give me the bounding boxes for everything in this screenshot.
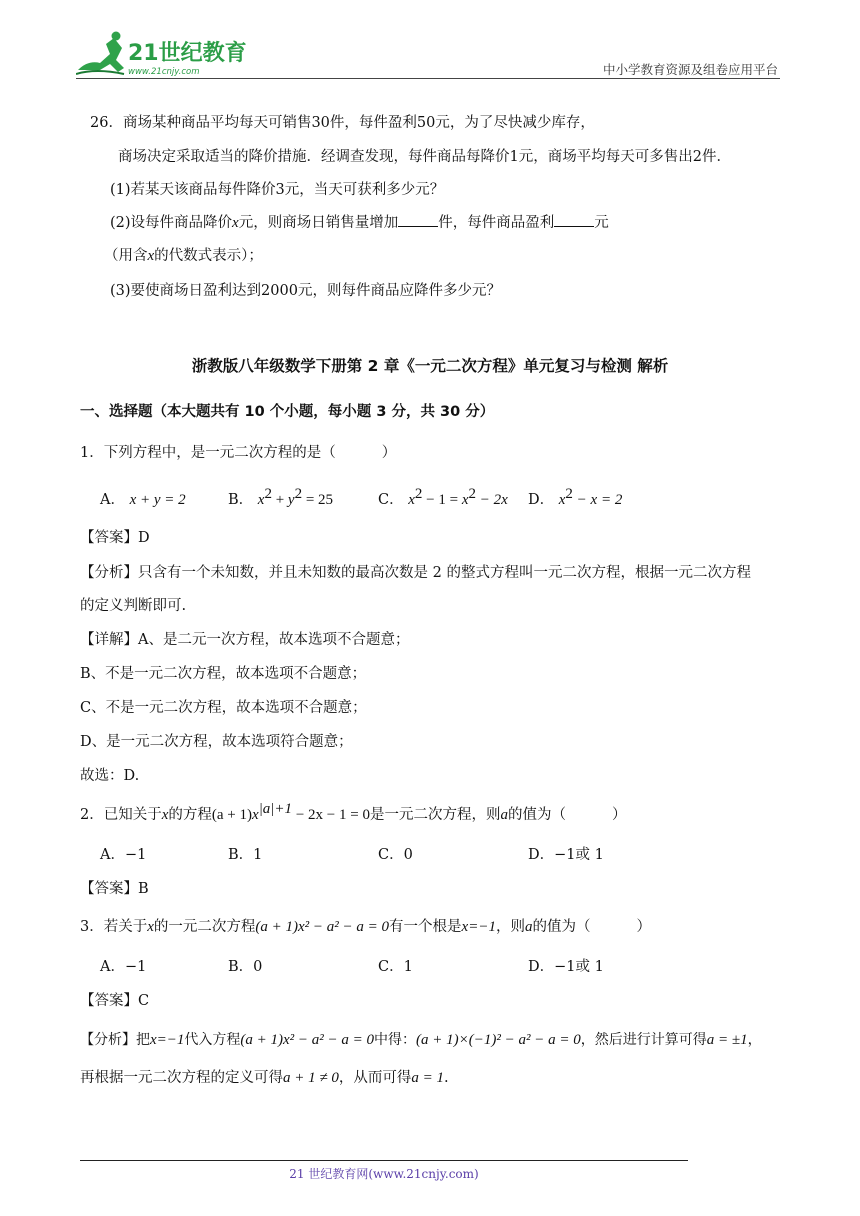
q1-option-a-eq: x + y = 2 [129,492,186,508]
q26-part2 [110,213,609,233]
q1-option-c-label: C． [378,492,404,508]
q3-analysis-eq2: (a + 1)×(−1)² − a² − a = 0 [416,1032,581,1048]
q2-option-b: B．1 [228,847,263,863]
q2-stem-c: 是一元二次方程，则 [369,807,501,823]
q3-stem-e: 的值为（ [532,919,591,935]
q1-b-end: = 25 [302,492,334,508]
q26-blank-2 [554,214,594,227]
q1-c-x1: x [408,492,415,508]
q3-root: x=−1 [461,919,496,935]
q3-line2-eq1: a + 1 ≠ 0 [283,1070,339,1086]
footer-divider [80,1160,688,1161]
q1-option-d [528,486,623,510]
q3-stem-d: ，则 [495,919,525,935]
q3-var-a: a [524,919,533,935]
q2-answer: 【答案】B [80,881,149,897]
q1-c-mid: − 1 = [422,492,462,508]
q2-eq-x: x [252,807,259,823]
q3-line2-a: 再根据一元二次方程的定义可得 [80,1070,283,1086]
q2-eq-exp: |a|+1 [258,801,293,817]
q1-option-c [378,486,508,510]
q3-stem-b: 的一元二次方程 [153,919,256,935]
q2-var-a: a [500,807,508,823]
q3-eq: (a + 1)x² − a² − a = 0 [255,919,390,935]
q1-d-x: x [558,492,566,508]
q26-part2-var: x [232,215,239,231]
q3-answer: 【答案】C [80,993,150,1009]
q3-option-c: C．1 [378,959,413,975]
q1-b-sq2: 2 [294,486,303,502]
logo-url: www.21cnjy.com [128,67,200,77]
q1-stem-a: 1．下列方程中，是一元二次方程的是（ [80,445,336,461]
q26-part1: (1)若某天该商品每件降价3元，当天可获利多少元？ [110,182,445,198]
q3-stem-c: 有一个根是 [389,919,462,935]
header-divider [76,78,780,79]
footer-link[interactable]: 21 世纪教育网(www.21cnjy.com) [289,1167,479,1181]
q3-line2-eq2: a = 1 [411,1070,444,1086]
q1-analysis-1: 【分析】只含有一个未知数，并且未知数的最高次数是 2 的整式方程叫一元二次方程，根据一元二次方程 [80,565,751,581]
q2-stem-e: ） [611,807,627,823]
q26-note-a: （用含 [104,248,148,264]
q3-analysis-root: x=−1 [150,1032,185,1048]
page-title: 浙教版八年级数学下册第 2 章《一元二次方程》单元复习与检测 解析 [191,357,669,375]
q3-analysis-2 [80,1068,449,1088]
q3-analysis-1 [80,1030,762,1050]
q1-b-sq1: 2 [264,486,272,502]
q1-stem [80,443,396,463]
runner-icon [76,32,124,75]
q1-analysis-2: 的定义判断即可. [80,598,187,614]
q1-detail-5: 故选：D. [80,768,140,784]
q1-c-end: − 2x [475,492,508,508]
q3-option-b: B．0 [228,959,263,975]
q26-note-b: 的代数式表示）； [154,248,263,264]
q2-option-c: C．0 [378,847,413,863]
q2-stem-a: 2．已知关于 [80,807,162,823]
q3-option-a: A．−1 [100,959,147,975]
site-logo [76,30,256,80]
q3-var-x: x [147,919,154,935]
q3-analysis-c: 中得： [374,1032,417,1048]
q3-analysis-e: ， [747,1032,762,1048]
q1-detail-1: 【详解】A、是二元一次方程，故本选项不合题意； [80,632,410,648]
q3-stem [80,917,651,937]
q3-option-d: D．−1或 1 [528,959,604,975]
q1-b-y: y [287,492,295,508]
q1-option-b [228,486,334,510]
q1-d-sq: 2 [565,486,573,502]
q26-part3: (3)要使商场日盈利达到2000元，则每件商品应降件多少元？ [110,283,501,299]
q1-detail-3: C、不是一元二次方程，故本选项不合题意； [80,700,367,716]
q3-analysis-b: 代入方程 [184,1032,241,1048]
q1-answer: 【答案】D [80,530,150,546]
q26-blank-1 [398,214,438,227]
q26-line1: 26．商场某种商品平均每天可销售30件，每件盈利50元，为了尽快减少库存， [90,115,595,131]
q26-part2-text-b: 元，则商场日销售量增加 [238,215,399,231]
q2-eq-a: (a + 1) [211,807,253,823]
q26-part2-text-a: (2)设每件商品降价 [110,215,233,231]
q3-stem-f: ） [636,919,651,935]
q3-analysis-d: ，然后进行计算可得 [580,1032,707,1048]
q1-option-a [100,490,186,510]
q1-detail-2: B、不是一元二次方程，故本选项不合题意； [80,666,367,682]
q1-c-x2: x [461,492,469,508]
q1-stem-b: ） [381,445,397,461]
platform-name: 中小学教育资源及组卷应用平台 [602,62,778,77]
q1-option-d-label: D． [528,492,555,508]
q1-d-end: − x = 2 [572,492,623,508]
section-heading: 一、选择题（本大题共有 10 个小题，每小题 3 分，共 30 分） [80,404,495,420]
q1-option-a-label: A． [100,492,125,508]
q26-line2: 商场决定采取适当的降价措施．经调查发现，每件商品每降价1元，商场平均每天可多售出2件． [118,149,731,165]
q2-eq-b: − 2x − 1 = 0 [292,807,370,823]
q26-part2-text-c: 件，每件商品盈利 [438,215,555,231]
q1-option-b-label: B． [228,492,254,508]
q2-option-a: A．−1 [100,847,147,863]
q2-stem-b: 的方程 [168,807,212,823]
q3-line2-b: ，从而可得 [338,1070,412,1086]
q1-c-sq2: 2 [468,486,476,502]
q2-var-x: x [161,807,169,823]
q3-analysis-eq3: a = ±1 [706,1032,748,1048]
q26-part2-text-d: 元 [594,215,609,231]
q26-part2-note [104,246,263,266]
q3-line2-c: . [443,1070,449,1086]
q1-c-sq1: 2 [414,486,423,502]
q3-analysis-a: 【分析】把 [80,1032,150,1048]
q1-b-x: x [257,492,265,508]
q1-b-mid: + [271,492,288,508]
q2-option-d: D．−1或 1 [528,847,604,863]
q1-detail-4: D、是一元二次方程，故本选项符合题意； [80,734,353,750]
q3-analysis-eq1: (a + 1)x² − a² − a = 0 [240,1032,375,1048]
q2-stem-d: 的值为（ [507,807,566,823]
q2-stem [80,801,627,825]
q3-stem-a: 3．若关于 [80,919,148,935]
logo-text: 21世纪教育 [128,41,247,66]
q26-note-var: x [147,248,155,264]
